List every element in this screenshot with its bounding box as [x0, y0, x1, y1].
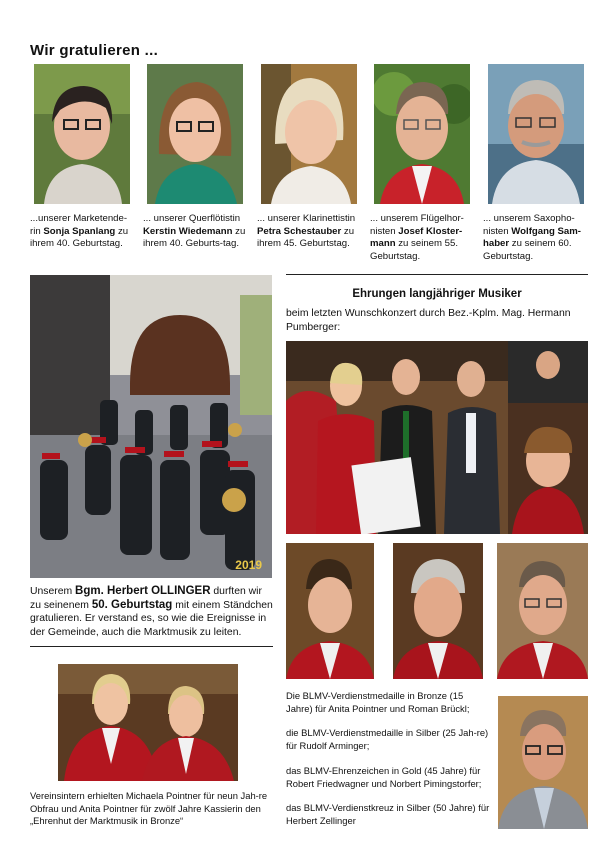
- mayor-caption: [30, 585, 273, 639]
- mayor-caption-text: durften wir zu seinenem: [30, 586, 262, 611]
- honors-item-4: das BLMV-Verdienstkreuz in Silber (50 Jahre) für Herbert Zellinger: [286, 802, 490, 826]
- page-heading: Wir gratulieren ...: [30, 42, 159, 59]
- caption-text: zu seinem 55. Geburtstag.: [370, 238, 458, 262]
- caption-sonja: [30, 213, 133, 251]
- caption-josef: [370, 213, 474, 263]
- section-divider: [286, 274, 588, 275]
- honors-item-1: Die BLMV-Verdienstmedaille in Bronze (15 Jahre) für Anita Pointner und Roman Brückl;: [286, 690, 470, 714]
- portrait-photo-kerstin: [147, 64, 243, 204]
- portrait-photo-wolfgang: [488, 64, 584, 204]
- honoree-portrait-3: [497, 543, 588, 679]
- caption-text: zu ihrem 40. Geburts-tag.: [143, 225, 246, 249]
- caption-wolfgang: [483, 213, 587, 263]
- kassierin-caption: Vereinsintern erhielten Michaela Pointner für neun Jah-re Obfrau und Anita Pointner für zwölf Jahre Kassierin den „Ehrenhut der Marktmusik in Bronze“: [30, 790, 268, 826]
- portrait-photo-sonja: [34, 64, 130, 204]
- caption-text: ... unserem Flügelhor-nisten: [370, 213, 464, 237]
- section-divider: [30, 646, 273, 647]
- honoree-portrait-1: [286, 543, 374, 679]
- honors-item-3: das BLMV-Ehrenzeichen in Gold (45 Jahre) für Robert Friedwagner und Norbert Pimingstorfer;: [286, 765, 482, 789]
- caption-name: Kerstin Wiedemann: [143, 225, 233, 237]
- caption-text: zu ihrem 45. Geburtstag.: [257, 225, 355, 249]
- caption-name: Sonja Spanlang: [43, 225, 116, 237]
- mayor-name: Bgm. Herbert OLLINGER: [75, 585, 211, 597]
- caption-text: ... unserem Saxopho-nisten: [483, 213, 575, 237]
- caption-text: ...unserer Marketende-rin: [30, 213, 128, 237]
- caption-text: ... unserer Querflötistin: [143, 213, 241, 224]
- mayor-caption-text: Unserem: [30, 586, 76, 597]
- caption-text: zu ihrem 40. Geburtstag.: [30, 225, 129, 249]
- portrait-photo-josef: [374, 64, 470, 204]
- caption-name: Wolfgang Sam-haber: [483, 225, 581, 249]
- caption-text: zu seinem 60. Geburtstag.: [483, 238, 572, 262]
- caption-kerstin: [143, 213, 247, 251]
- mayor-caption-text: mit einem Ständchen gratulieren. Er verstand es, so wie die Ereignisse in der Gemeinde, auch die Marktmusik zu leiten.: [30, 599, 273, 638]
- honors-intro: beim letzten Wunschkonzert durch Bez.-Kplm. Mag. Hermann Pumberger:: [286, 308, 571, 333]
- honors-group-photo: [286, 341, 588, 534]
- kassierin-obfrau-photo: [58, 664, 238, 781]
- caption-name: Josef Kloster-mann: [370, 225, 463, 249]
- band-serenade-photo: [30, 275, 272, 578]
- photo-year-stamp: 2019: [235, 558, 262, 572]
- honoree-portrait-2: [393, 543, 483, 679]
- caption-petra: [257, 213, 362, 251]
- caption-text: ... unserer Klarinettistin: [257, 213, 356, 224]
- honors-item-2: die BLMV-Verdienstmedaille in Silber (25 Jah-re) für Rudolf Arminger;: [286, 727, 489, 751]
- portrait-photo-petra: [261, 64, 357, 204]
- honoree-portrait-zellinger: [498, 696, 588, 829]
- mayor-age: 50. Geburtstag: [91, 598, 173, 611]
- honors-title: Ehrungen langjähriger Musiker: [352, 288, 522, 300]
- caption-name: Petra Schestauber: [257, 225, 342, 237]
